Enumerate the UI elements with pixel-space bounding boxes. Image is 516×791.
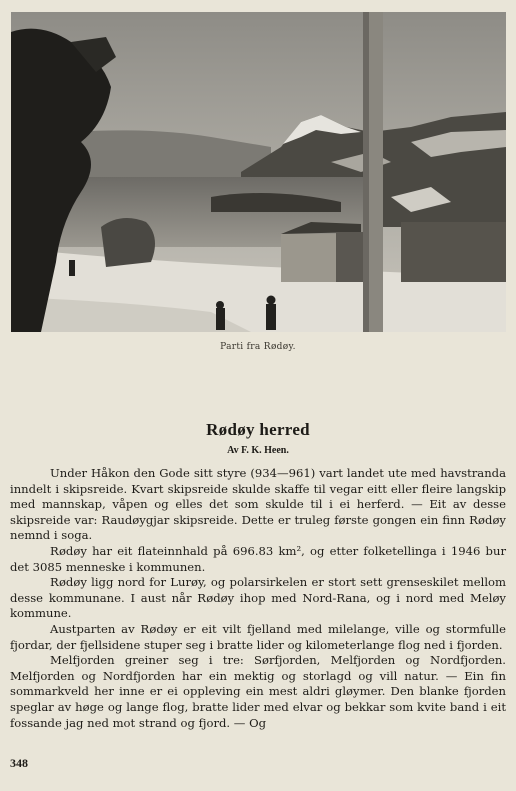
paragraph: Rødøy ligg nord for Lurøy, og polarsirkelen er stort sett grenseskilet mellom desse kommunane. I aust når Rødøy ihop med Nord-Rana, og i nord med Meløy kommune. <box>10 575 506 621</box>
landscape-photo <box>11 12 506 332</box>
page-number: 348 <box>10 756 28 770</box>
article-body <box>10 466 506 731</box>
article-author: Av F. K. Heen. <box>227 445 289 456</box>
article-title: Rødøy herred <box>206 420 310 439</box>
paragraph: Austparten av Rødøy er eit vilt fjelland med milelange, ville og stormfulle fjordar, der fjellsidene stuper seg i bratte lider og kilometerlange flog ned i fjorden. <box>10 621 506 652</box>
photo-caption: Parti fra Rødøy. <box>220 342 296 352</box>
photo-illustration <box>11 12 506 332</box>
paragraph: Under Håkon den Gode sitt styre (934—961) vart landet ute med havstranda inndelt i skipsreide. Kvart skipsreide skulde skaffe til vegar eitt eller fleire langskip med mannskap, våpen og elles det som skulde til i ei herferd. — Eit av desse skipsreide var: Raudøygjar skipsreide. Dette er truleg første gongen ein finn Rødøy nemnd i soga. <box>10 466 506 543</box>
paragraph: Rødøy har eit flateinnhald på 696.83 km², og etter folketellinga i 1946 bur det 3085 menneske i kommunen. <box>10 543 506 574</box>
paragraph: Melfjorden greiner seg i tre: Sørfjorden, Melfjorden og Nordfjorden. Melfjorden og Nordfjorden har ein mektig og storlagd og vill natur. — Ein fin sommarkveld her inne er ei oppleving ein mest aldri gløymer. Den blanke fjorden speglar av høge og lange flog, bratte lider med elvar og bekkar som kvite band i eit fossande jag ned mot strand og fjord. — Og <box>10 653 506 730</box>
